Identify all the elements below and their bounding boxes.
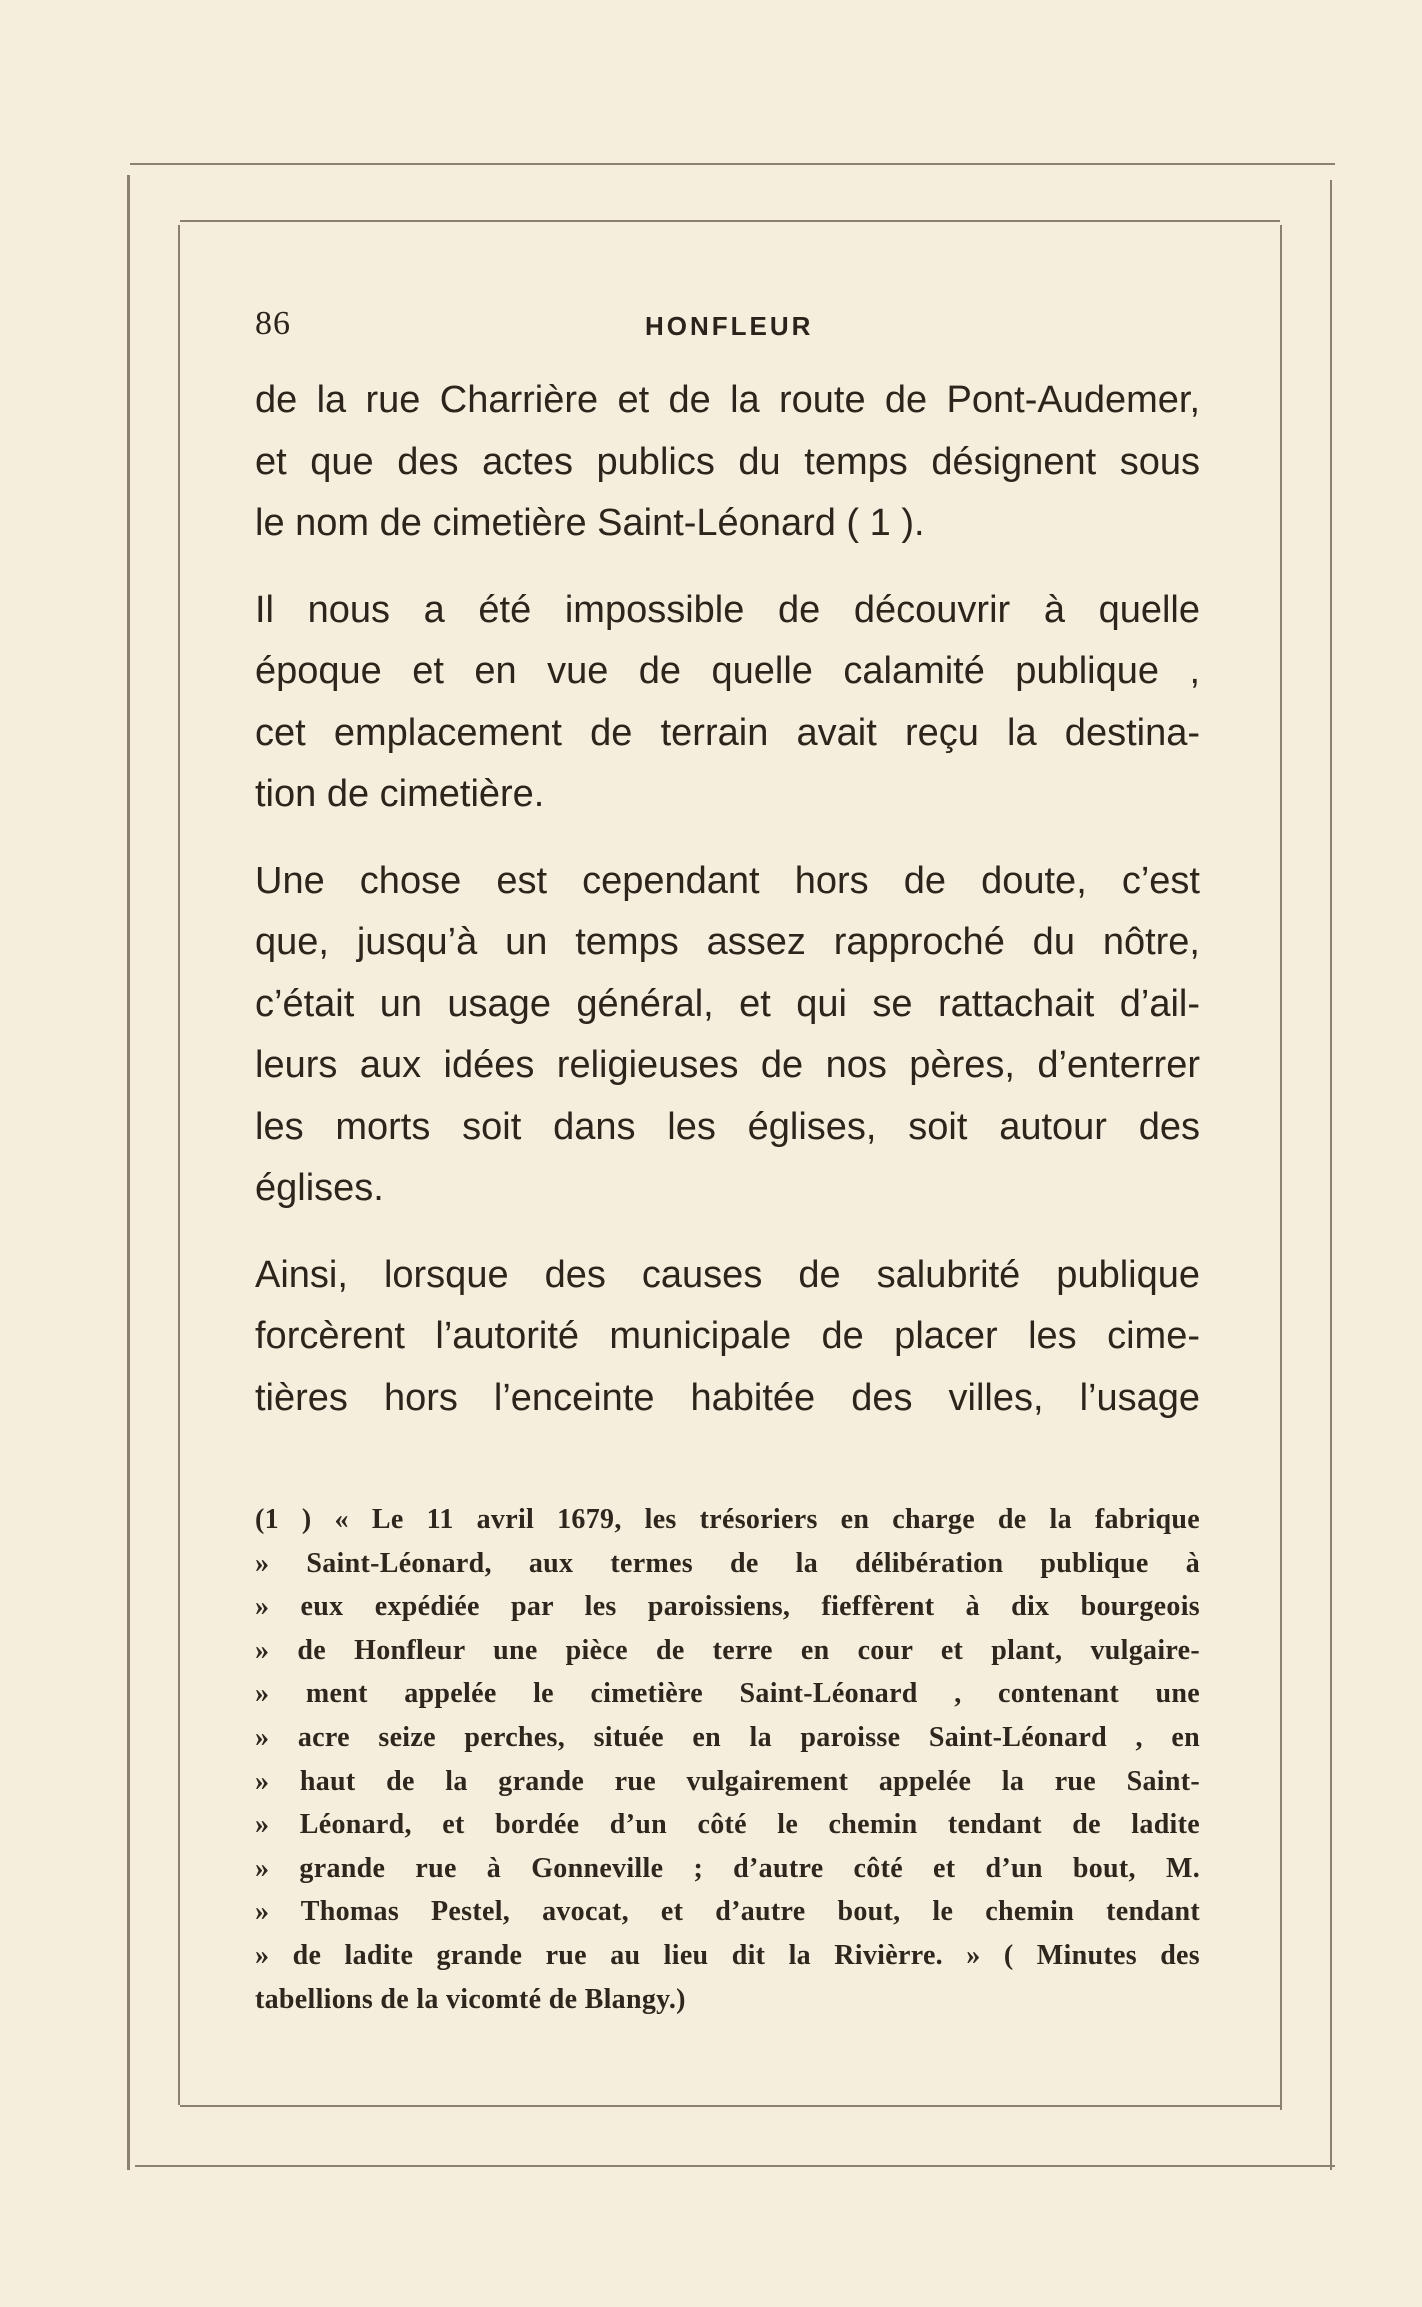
- footnote-line: » grande rue à Gonneville ; d’autre côté et d’un bout, M.: [255, 1852, 1200, 1884]
- outer-frame-left: [127, 175, 130, 2170]
- footnote-line: » de Honfleur une pièce de terre en cour et plant, vulgaire-: [255, 1634, 1200, 1666]
- inner-frame-left: [178, 225, 180, 2105]
- inner-frame-top: [180, 220, 1280, 222]
- text-line: Ainsi, lorsque des causes de salubrité publique: [255, 1253, 1200, 1296]
- text-line: leurs aux idées religieuses de nos pères, d’enterrer: [255, 1044, 1200, 1086]
- text-line: forcèrent l’autorité municipale de placer les cime-: [255, 1315, 1200, 1357]
- inner-frame-bottom: [180, 2105, 1280, 2107]
- paragraph: [255, 851, 1200, 1220]
- paragraph: [255, 1245, 1200, 1430]
- running-title: HONFLEUR: [645, 311, 814, 341]
- inner-frame-right: [1280, 225, 1282, 2110]
- body-text: [255, 370, 1200, 1454]
- text-line: églises.: [255, 1167, 384, 1209]
- footnote-line: » Léonard, et bordée d’un côté le chemin tendant de ladite: [255, 1809, 1200, 1841]
- footnote-line: » eux expédiée par les paroissiens, fieffèrent à dix bourgeois: [255, 1591, 1200, 1623]
- paragraph: [255, 580, 1200, 826]
- text-line: cet emplacement de terrain avait reçu la destina-: [255, 711, 1200, 754]
- text-line: c’était un usage général, et qui se rattachait d’ail-: [255, 982, 1200, 1025]
- page-number: 86: [255, 305, 291, 342]
- page-header: [255, 305, 1175, 345]
- footnote: [255, 1498, 1200, 2021]
- outer-frame-right: [1330, 180, 1332, 2170]
- footnote-line: » ment appelée le cimetière Saint-Léonard , contenant une: [255, 1678, 1200, 1710]
- text-line: Il nous a été impossible de découvrir à quelle: [255, 588, 1200, 631]
- outer-frame-top: [130, 163, 1335, 165]
- footnote-line: » de ladite grande rue au lieu dit la Rivièrre. » ( Minutes des: [255, 1939, 1200, 1971]
- text-line: et que des actes publics du temps désignent sous: [255, 440, 1200, 483]
- text-line: tières hors l’enceinte habitée des villes, l’usage: [255, 1376, 1200, 1419]
- footnote-line: » Thomas Pestel, avocat, et d’autre bout, le chemin tendant: [255, 1896, 1200, 1928]
- text-line: le nom de cimetière Saint-Léonard ( 1 ).: [255, 502, 925, 544]
- text-line: les morts soit dans les églises, soit autour des: [255, 1105, 1200, 1148]
- text-line: tion de cimetière.: [255, 773, 545, 815]
- text-line: époque et en vue de quelle calamité publique ,: [255, 650, 1200, 692]
- footnote-line: tabellions de la vicomté de Blangy.): [255, 1983, 686, 2015]
- footnote-line: » acre seize perches, située en la paroisse Saint-Léonard , en: [255, 1721, 1200, 1753]
- paragraph: [255, 370, 1200, 555]
- text-line: que, jusqu’à un temps assez rapproché du nôtre,: [255, 921, 1200, 963]
- footnote-line: » haut de la grande rue vulgairement appelée la rue Saint-: [255, 1765, 1200, 1797]
- text-line: Une chose est cependant hors de doute, c’est: [255, 859, 1200, 902]
- text-line: de la rue Charrière et de la route de Pont-Audemer,: [255, 379, 1200, 421]
- footnote-line: » Saint-Léonard, aux termes de la délibération publique à: [255, 1547, 1200, 1579]
- footnote-line: (1 ) « Le 11 avril 1679, les trésoriers en charge de la fabrique: [255, 1504, 1200, 1535]
- outer-frame-bottom: [135, 2165, 1335, 2167]
